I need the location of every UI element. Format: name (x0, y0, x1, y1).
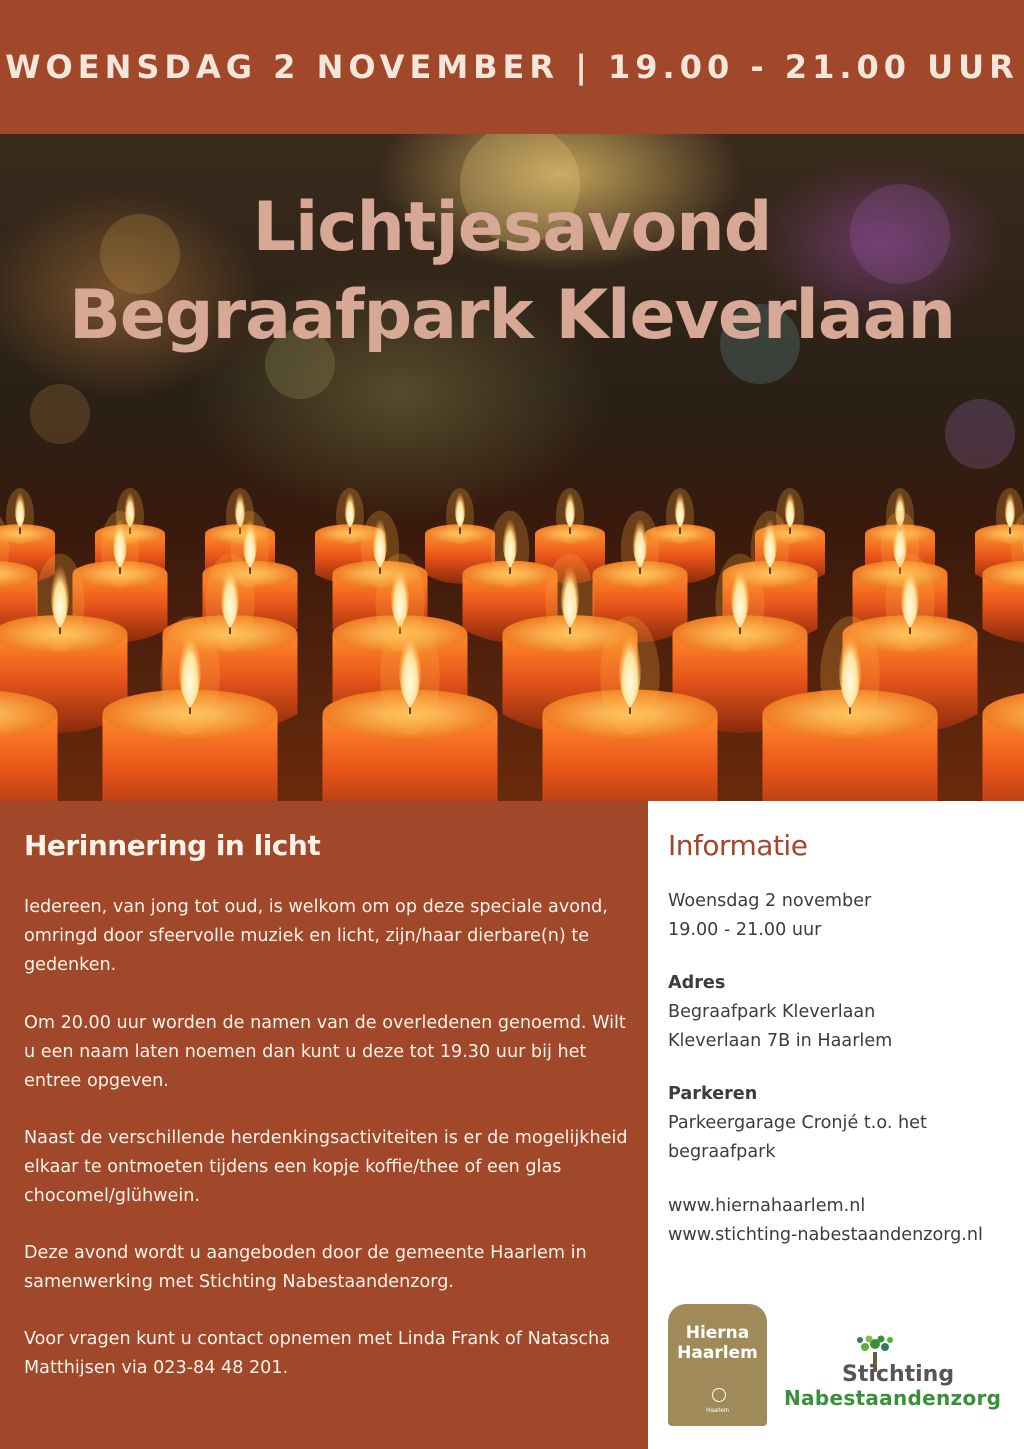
hierna-logo-sub: Haarlem (706, 1408, 729, 1414)
description-paragraph: Voor vragen kunt u contact opnemen met Linda Frank of Natascha Matthijsen via 023-84 48 201. (24, 1329, 610, 1378)
description-panel (0, 801, 648, 1449)
snz-logo-line2: Nabestaandenzorg (784, 1386, 1002, 1410)
website-link-hierna[interactable]: www.hiernahaarlem.nl (668, 1196, 866, 1216)
bokeh-light (30, 384, 90, 444)
info-heading: Informatie (668, 829, 808, 862)
info-websites (668, 1192, 1018, 1250)
hero-image (0, 134, 1024, 801)
haarlem-crest-icon (712, 1388, 726, 1402)
date-banner-text: WOENSDAG 2 NOVEMBER | 19.00 - 21.00 UUR (5, 48, 1019, 86)
hierna-logo-line1: Hierna (685, 1323, 750, 1343)
address-line2: Kleverlaan 7B in Haarlem (668, 1031, 893, 1051)
hierna-logo-line2: Haarlem (677, 1343, 758, 1363)
description-paragraph: Naast de verschillende herdenkingsactiviteiten is er de mogelijkheid elkaar te ontmoeten tijdens een kopje koffie/thee of een glas chocomel/glühwein. (24, 1128, 628, 1206)
description-paragraph: Om 20.00 uur worden de namen van de overledenen genoemd. Wilt u een naam laten noemen dan kunt u deze tot 19.30 uur bij het entree opgeven. (24, 1013, 626, 1091)
info-parking (668, 1080, 1018, 1167)
info-address (668, 969, 1018, 1056)
info-time: 19.00 - 21.00 uur (668, 920, 822, 940)
stichting-nabestaandenzorg-logo (784, 1334, 1014, 1414)
event-title-line2: Begraafpark Kleverlaan (68, 276, 956, 355)
snz-logo-line1: Stichting (842, 1362, 955, 1387)
date-banner (0, 0, 1024, 134)
bokeh-light (945, 399, 1015, 469)
address-label: Adres (668, 973, 726, 993)
description-heading: Herinnering in licht (24, 829, 321, 862)
info-date: Woensdag 2 november (668, 891, 872, 911)
description-paragraph: Iedereen, van jong tot oud, is welkom om op deze speciale avond, omringd door sfeervolle muziek en licht, zijn/haar dierbare(n) te gedenken. (24, 897, 608, 975)
description-paragraph: Deze avond wordt u aangeboden door de gemeente Haarlem in samenwerking met Stichting Nabestaandenzorg. (24, 1243, 587, 1292)
parking-label: Parkeren (668, 1084, 758, 1104)
website-link-snz[interactable]: www.stichting-nabestaandenzorg.nl (668, 1225, 983, 1245)
parking-line1: Parkeergarage Cronjé t.o. het (668, 1113, 927, 1133)
hierna-haarlem-logo (668, 1304, 767, 1426)
parking-line2: begraafpark (668, 1142, 776, 1162)
address-line1: Begraafpark Kleverlaan (668, 1002, 876, 1022)
info-datetime (668, 887, 1018, 945)
candle (983, 616, 1024, 801)
event-title-line1: Lichtjesavond (252, 188, 772, 267)
